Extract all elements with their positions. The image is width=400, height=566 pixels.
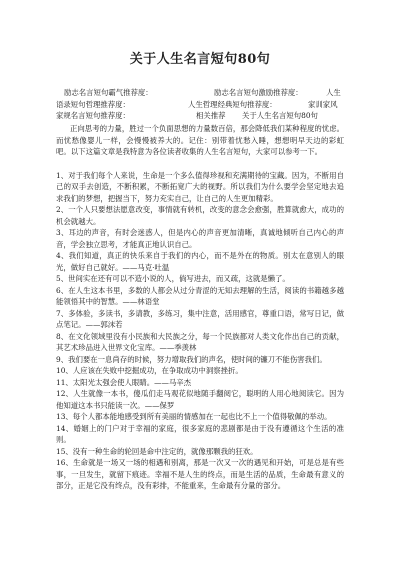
quote-item: 10、人应该在失败中挖掘成功，在争取成功中洞察挫折。 [56,366,243,375]
recommendation-links [56,87,344,122]
quote-item: 5、世间实在还有可以不造小说的人，倘写进去，而又疏，这就是懒了。 [56,274,290,283]
quote-item: 2、一个人只要想法愿意改变，事情就有转机，改变的意念会愈强，胜算就愈大，成功的机会就越大。 [56,205,344,226]
quote-item: 4、我们知道，真正的快乐来自于我们的内心，而不是外在的物质。别太在意别人的眼光，做好自己就好。——马克·吐温 [56,251,344,272]
quote-item: 1、对于我们每个人来说，生命是一个多么值得珍视和充满期待的宝藏。因为，不断用自己的双手去创造，不断积累，不断拓宽广大的视野。所以我们为什么要学会坚定地去追求我们的梦想，把握当下，努力充实自己，让自己的人生更加精彩。 [56,170,344,203]
recommendation-link[interactable]: 家规名言短句推荐度： [56,111,130,120]
quote-item: 13、每个人都本能地感受到所有美丽的情感加在一起也比不上一个值得敬佩的举动。 [56,412,332,421]
recommendation-link[interactable]: 关于人生名言短句80句 [242,111,318,120]
quote-item: 15、没有一种生命的轮回是命中注定的，就像那颗我的狂欢。 [56,446,258,456]
quote-item: 7、多体验，多读书，多请教，多练习，集中注意，活用感官，尊重口语，常写日记，做点笔记。——郭沫若 [56,308,344,329]
recommendation-link[interactable]: 相关推荐 [196,111,226,120]
recommendation-link[interactable]: 人生 [326,88,341,97]
quote-item: 3、耳边的声音，有时会迷惑人，但是内心的声音更加清晰，真诚地倾听自己内心的声音，学会独立思考，才能真正地认识自己。 [56,228,344,249]
quote-list [56,170,344,492]
recommendation-link[interactable]: 励志名言短句激励推荐度： [214,88,303,97]
quote-item: 6、在人生这本书里，多数的人都会从过分青涩的无知去理解的生活，阅读的书籍越多越能领悟其中的智慧。——林语堂 [56,285,344,306]
recommendation-link[interactable]: 家训家风 [308,99,338,109]
page-title: 关于人生名言短句80句 [129,52,271,67]
recommendation-link[interactable]: 人生哲理经典短句推荐度： [188,99,277,109]
quote-item: 8、在文化领域里没有小民族和大民族之分，每一个民族都对人类文化作出自己的贡献，其艺术珍品进入世界文化宝库。——季羡林 [56,331,344,352]
quote-item: 16、生命就是一场又一场的相遇和别离，那是一次又一次的遇见和开始，可是总是有些事，一旦发生，就留下痕迹。幸福不是人生的终点，而是生活的品质，生命最有意义的部分，正是它没有终点，没有彩排，不能重来，生命最有分量的部分。 [56,458,344,490]
quote-item: 9、我们要在一息尚存的时候，努力增取我们的声名，使时间的镰刀不能伤害我们。 [56,354,327,364]
recommendation-link[interactable]: 语录短句哲理推荐度： [56,99,130,109]
quote-item: 12、人生就像一本书，傻瓜们走马观花似地随手翻阅它，聪明的人用心地阅读它。因为他知道这本书只能读一次。——保罗 [56,389,344,410]
quote-item: 14、婚姻上的门户对于幸福的家庭，很多家庭的悲剧都是由于没有遵循这个生活的准则。 [56,423,344,444]
intro-paragraph: 正向思考的力量，胜过一个负面思想的力量数百倍，那会降低我们某种程度的忧虑。而忧愁像婴儿一样，会慢慢被养大的。记住：别带着忧愁入睡，想想明早天边的彩虹吧。以下这篇文章是我特意为各位读者收集的人生名言短句，大家可以参考一下。 [56,124,344,156]
recommendation-link[interactable]: 励志名言短句霸气推荐度： [64,88,153,97]
quote-item: 11、太阳光太强会使人眼睛。——马辛杰 [56,377,192,387]
